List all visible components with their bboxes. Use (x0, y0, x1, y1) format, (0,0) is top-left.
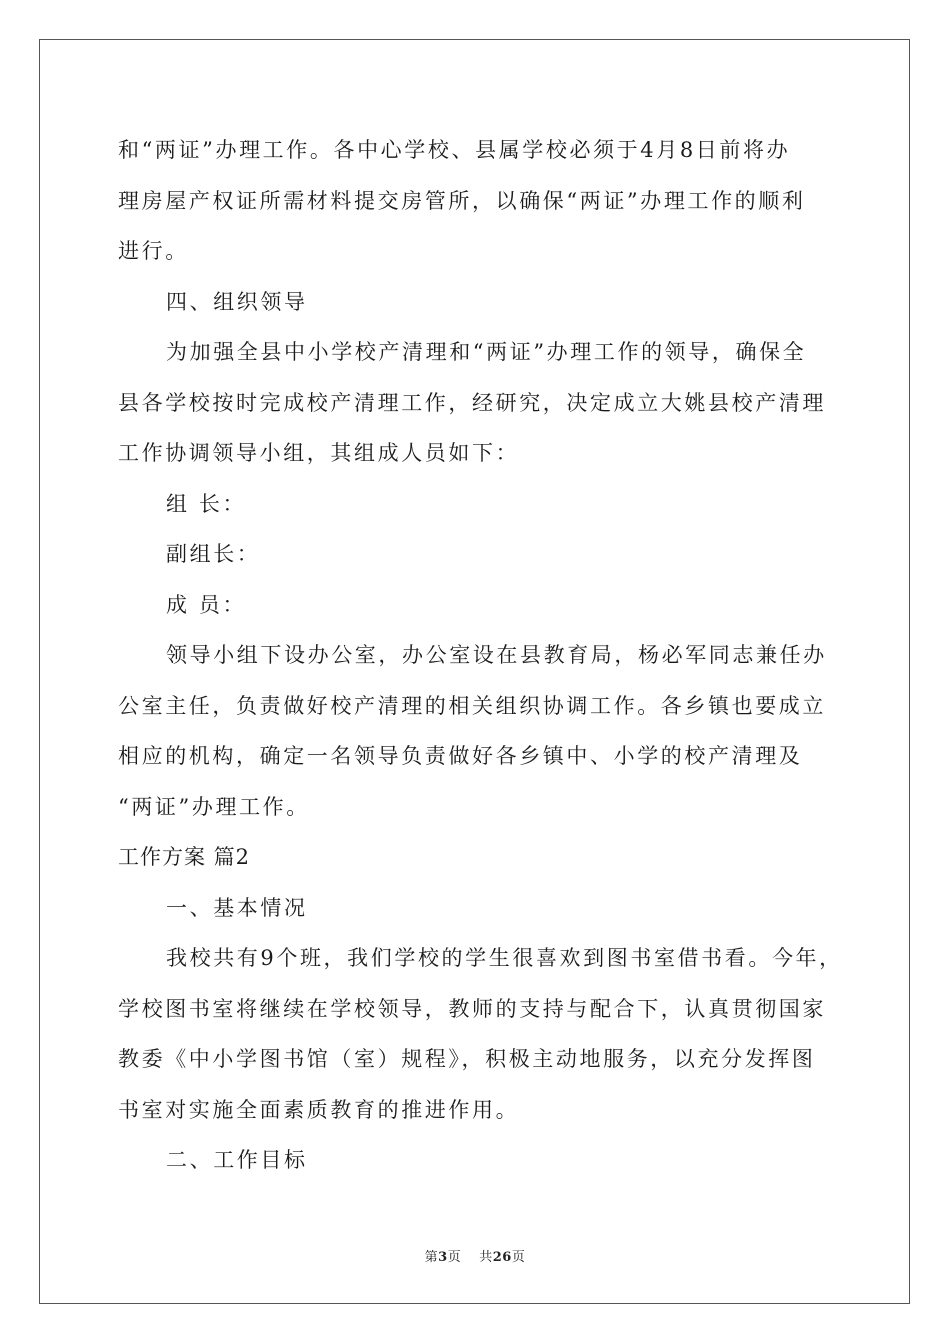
text-line: 工作方案 篇2 (118, 845, 251, 869)
document-body (118, 125, 843, 1186)
text-line: 相应的机构，确定一名领导负责做好各乡镇中、小学的校产清理及 (118, 744, 803, 768)
text-line: “两证”办理工作。 (118, 794, 310, 819)
text-line: 成 员： (166, 592, 247, 617)
text-line: 组 长： (166, 491, 247, 516)
text-line: 为加强全县中小学校产清理和“两证”办理工作的领导，确保全 (166, 340, 807, 364)
text-line: 副组长： (166, 542, 261, 566)
page-suffix: 页 (447, 1250, 462, 1265)
text-line: 一、基本情况 (166, 895, 308, 920)
text-line: 我校共有9个班，我们学校的学生很喜欢到图书室借书看。今年， (166, 946, 843, 970)
page-footer (0, 1246, 950, 1265)
page-prefix: 第 (424, 1250, 439, 1265)
text-line: 学校图书室将继续在学校领导，教师的支持与配合下，认真贯彻国家 (118, 996, 826, 1021)
text-line: 教委《中小学图书馆（室）规程》，积极主动地服务，以充分发挥图 (118, 1047, 816, 1071)
text-line: 和“两证”办理工作。各中心学校、县属学校必须于4月8日前将办 (118, 138, 791, 162)
text-line: 领导小组下设办公室，办公室设在县教育局，杨必军同志兼任办 (166, 643, 827, 667)
total-prefix: 共 (479, 1250, 493, 1265)
text-line: 工作协调领导小组，其组成人员如下： (118, 441, 520, 465)
page-number: 3 (438, 1250, 448, 1265)
text-line: 四、组织领导 (166, 289, 308, 314)
total-pages: 26 (492, 1250, 512, 1265)
text-line: 理房屋产权证所需材料提交房管所，以确保“两证”办理工作的顺利 (118, 188, 806, 213)
text-line: 书室对实施全面素质教育的推进作用。 (118, 1097, 520, 1122)
text-line: 进行。 (118, 239, 189, 263)
text-line: 二、工作目标 (166, 1148, 308, 1172)
total-suffix: 页 (511, 1250, 526, 1265)
text-line: 县各学校按时完成校产清理工作，经研究，决定成立大姚县校产清理 (118, 390, 826, 415)
text-line: 公室主任，负责做好校产清理的相关组织协调工作。各乡镇也要成立 (118, 693, 826, 718)
